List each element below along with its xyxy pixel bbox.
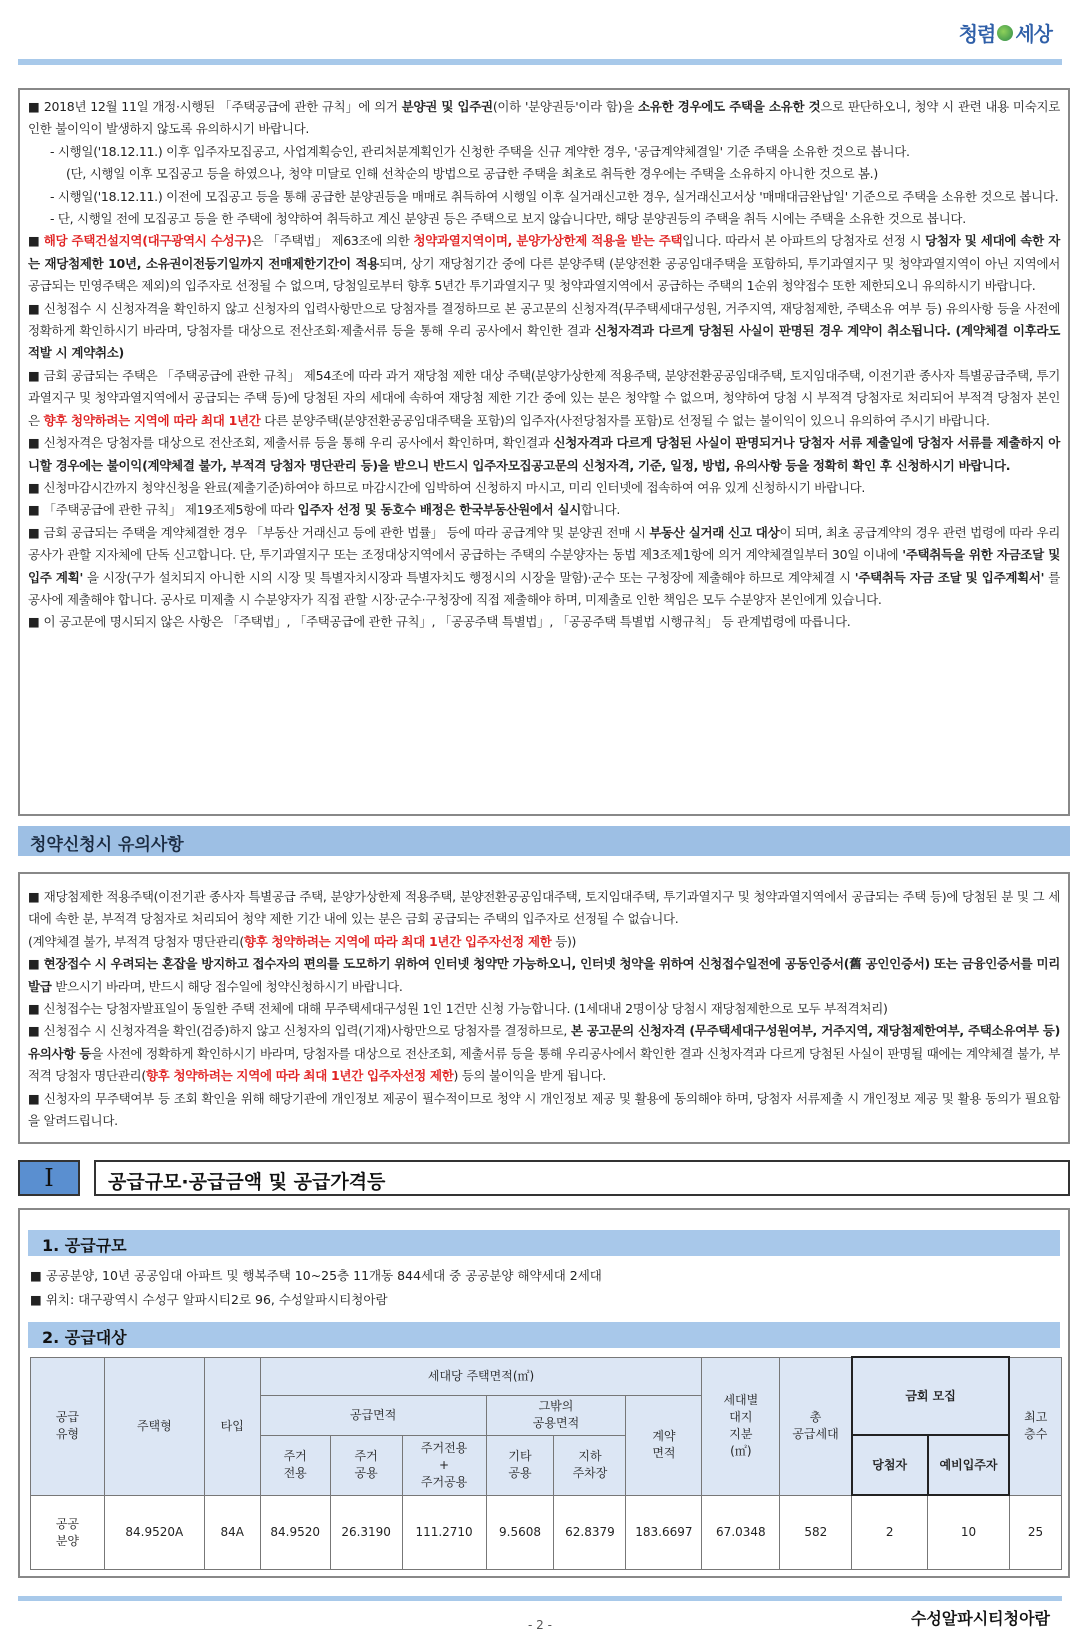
caution-item: ■ 현장접수 시 우려되는 혼잡을 방지하고 접수자의 편의를 도모하기 위하여 인터넷 청약만 가능하오니, 인터넷 청약을 위하여 신청접수일전에 공동인증서(舊 공인인증서) 또는 금융인증서를 미리 발급 받으시기 바라며, 반드시 해당 접수일에 청약신청하시기 바랍니다. xyxy=(28,953,1060,998)
caution-item: ■ 신청접수 시 신청자격을 확인(검증)하지 않고 신청자의 입력(기재)사항만으로 당첨자를 결정하므로, 본 공고문의 신청자격 (무주택세대구성원여부, 거주지역, 재당첨제한여부, 주택소유여부 등) 유의사항 등을 사전에 정확하게 확인하시기 바라며, 당첨자를 대상으로 전산조회, 제출서류 등을 통해 우리공사에서 확인한 결과 신청자격과 다르게 당첨된 사실이 판명될 때에는 계약체결 불가, 부적격 당첨자 명단관리(향후 청약하려는 지역에 따라 최대 1년간 입주자선정 제한) 등의 불이익을 받게 됩니다. xyxy=(28,1020,1060,1087)
logo xyxy=(959,18,1052,47)
logo-text: 청렴 xyxy=(958,22,996,46)
caution-box xyxy=(18,872,1070,1144)
th-supply-area: 공급면적 xyxy=(260,1395,486,1435)
notice-item: ■ 이 공고문에 명시되지 않은 사항은 「주택법」, 「주택공급에 관한 규칙」, 「공공주택 특별법」, 「공공주택 특별법 시행규칙」 등 관계법령에 따릅니다. xyxy=(28,611,1060,633)
th-sum: 주거전용 + 주거공용 xyxy=(402,1435,486,1495)
th-common: 주거 공용 xyxy=(330,1435,402,1495)
notice-subitem: - 시행일('18.12.11.) 이전에 모집공고 등을 통해 공급한 분양권등을 매매로 취득하여 시행일 이후 실거래신고한 경우, 실거래신고서상 '매매대금완납일' 기준으로 주택을 소유한 것으로 봅니다. xyxy=(50,188,1059,204)
cell-tip: 84A xyxy=(204,1495,260,1569)
cell-winners: 2 xyxy=(852,1495,928,1569)
th-parking: 지하 주차장 xyxy=(554,1435,626,1495)
page-number: - 2 - xyxy=(528,1618,552,1632)
chapter-header xyxy=(18,1160,1070,1196)
th-excl: 주거 전용 xyxy=(260,1435,330,1495)
cell-other: 9.5608 xyxy=(486,1495,554,1569)
th-total: 총 공급세대 xyxy=(780,1357,852,1495)
th-other: 기타 공용 xyxy=(486,1435,554,1495)
caution-item: ■ 신청자의 무주택여부 등 조회 확인을 위해 해당기관에 개인정보 제공이 필수적이므로 청약 시 개인정보 제공 및 활용에 동의해야 하며, 당첨자 서류제출 시 개인정보 제공 및 활용 동의가 필요함을 알려드립니다. xyxy=(28,1088,1060,1133)
top-divider xyxy=(18,59,1062,65)
bottom-divider xyxy=(18,1596,1062,1601)
th-type: 공급 유형 xyxy=(31,1357,105,1495)
subsection-title: 1. 공급규모 xyxy=(28,1230,1060,1256)
th-reserve: 예비입주자 xyxy=(928,1435,1010,1495)
section-title: 청약신청시 유의사항 xyxy=(18,826,1070,856)
cell-parking: 62.8379 xyxy=(554,1495,626,1569)
logo-text-b: 세상 xyxy=(1015,22,1052,46)
th-model: 주택형 xyxy=(104,1357,204,1495)
chapter-title: 공급규모·공급금액 및 공급가격등 xyxy=(94,1160,1070,1196)
notice-item: ■ 신청접수 시 신청자격을 확인하지 않고 신청자의 입력사항만으로 당첨자를 결정하므로 본 공고문의 신청자격(무주택세대구성원, 거주지역, 재당첨제한, 주택소유 여부 등) 유의사항 등을 사전에 정확하게 확인하시기 바라며, 당첨자를 대상으로 전산조회·제출서류 등을 통해 우리 공사에서 확인한 결과 신청자격과 다르게 당첨된 사실이 판명된 경우 계약이 취소됩니다. (계약체결 이후라도 적발 시 계약취소) xyxy=(28,298,1060,365)
table-row xyxy=(31,1495,1062,1569)
chapter-number: I xyxy=(18,1160,80,1196)
cell-sum: 111.2710 xyxy=(402,1495,486,1569)
caution-item-note: (계약체결 불가, 부적격 당첨자 명단관리(향후 청약하려는 지역에 따라 최대 1년간 입주자선정 제한 등)) xyxy=(28,933,577,949)
notice-item: ■ 「주택공급에 관한 규칙」 제19조제5항에 따라 입주자 선정 및 동호수 배정은 한국부동산원에서 실시합니다. xyxy=(28,499,1060,521)
supply-table xyxy=(30,1356,1062,1570)
footer-site-name: 수성알파시티청아람 xyxy=(910,1609,1050,1628)
notice-item: ■ 신청자격은 당첨자를 대상으로 전산조회, 제출서류 등을 통해 우리 공사에서 확인하며, 확인결과 신청자격과 다르게 당첨된 사실이 판명되거나 당첨자 서류 제출일에 당첨자 서류를 제출하지 아니할 경우에는 불이익(계약체결 불가, 부적격 당첨자 명단관리 등)을 받으니 반드시 입주자모집공고문의 신청자격, 기준, 일정, 방법, 유의사항 등을 정확히 확인 후 신청하시기 바랍니다. xyxy=(28,432,1060,477)
caution-item: ■ 재당첨제한 적용주택(이전기관 종사자 특별공급 주택, 분양가상한제 적용주택, 분양전환공공임대주택, 토지임대주택, 투기과열지구 및 청약과열지역에서 공급되는 주택 등)에 당첨된 분 및 그 세대에 속한 분, 부적격 당첨자로 처리되어 청약 제한 기간 내에 있는 분은 금회 공급되는 주택의 입주자로 선정될 수 없습니다. xyxy=(28,886,1060,931)
notice-item: ■ 신청마감시간까지 청약신청을 완료(제출기준)하여야 하므로 마감시간에 임박하여 신청하지 마시고, 미리 인터넷에 접속하여 여유 있게 신청하시기 바랍니다. xyxy=(28,477,1060,499)
cell-excl: 84.9520 xyxy=(260,1495,330,1569)
supply-location-line: ■ 위치: 대구광역시 수성구 알파시티2로 96, 수성알파시티청아람 xyxy=(30,1290,388,1308)
subsection-title: 2. 공급대상 xyxy=(28,1322,1060,1348)
cell-common: 26.3190 xyxy=(330,1495,402,1569)
cell-type: 공공 분양 xyxy=(31,1495,105,1569)
notice-subitem: - 단, 시행일 전에 모집공고 등을 한 주택에 청약하여 취득하고 계신 분양권 등은 주택으로 보지 않습니다만, 해당 분양권등의 주택을 취득 시에는 주택을 소유한 것으로 봅니다. xyxy=(50,211,966,227)
cell-floors: 25 xyxy=(1009,1495,1061,1569)
th-floors: 최고 층수 xyxy=(1009,1357,1061,1495)
cell-total: 582 xyxy=(780,1495,852,1569)
globe-icon xyxy=(997,25,1013,41)
notice-box xyxy=(18,88,1070,816)
notice-item: ■ 2018년 12월 11일 개정·시행된 「주택공급에 관한 규칙」에 의거 분양권 및 입주권(이하 '분양권등'이라 함)을 소유한 경우에도 주택을 소유한 것으로 판단하오니, 청약 시 관련 내용 미숙지로 인한 불이익이 발생하지 않도록 유의하시기 바랍니다. xyxy=(28,96,1060,141)
supply-box xyxy=(18,1208,1070,1578)
notice-subitem: (단, 시행일 이후 모집공고 등을 하였으나, 청약 미달로 인해 선착순의 방법으로 공급한 주택을 최초로 취득한 경우에는 주택을 소유하지 아니한 것으로 봄.) xyxy=(66,166,878,182)
notice-item: ■ 금회 공급되는 주택은 「주택공급에 관한 규칙」 제54조에 따라 과거 재당첨 제한 대상 주택(분양가상한제 적용주택, 분양전환공공임대주택, 토지임대주택, 이전기관 종사자 특별공급주택, 투기과열지구 및 청약과열지역에서 공급되는 주택 등)에 당첨된 자의 세대에 속하여 재당첨 제한 기간 중에 있는 분은 청약할 수 없으며, 청약하여 당첨 시 부적격 당첨자로 처리되어 부적격 당첨자 본인은 향후 청약하려는 지역에 따라 최대 1년간 다른 분양주택(분양전환공공임대주택을 포함)의 입주자(사전당첨자를 포함)로 선정될 수 없는 불이익이 있으니 유의하여 주시기 바랍니다. xyxy=(28,365,1060,432)
th-area-group: 세대당 주택면적(㎡) xyxy=(260,1357,702,1395)
notice-subitem: - 시행일('18.12.11.) 이후 입주자모집공고, 사업계획승인, 관리처분계획인가 신청한 주택을 신규 계약한 경우, '공급계약체결일' 기준 주택을 소유한 것으로 봅니다. xyxy=(50,143,910,159)
cell-reserve: 10 xyxy=(928,1495,1010,1569)
cell-contract: 183.6697 xyxy=(626,1495,702,1569)
th-contract: 계약 면적 xyxy=(626,1395,702,1495)
th-recruit: 금회 모집 xyxy=(852,1357,1010,1435)
notice-item: ■ 해당 주택건설지역(대구광역시 수성구)은 「주택법」 제63조에 의한 청약과열지역이며, 분양가상한제 적용을 받는 주택입니다. 따라서 본 아파트의 당첨자로 선정 시 당첨자 및 세대에 속한 자는 재당첨제한 10년, 소유권이전등기일까지 전매제한기간이 적용되며, 상기 재당첨기간 중에 다른 분양주택 (분양전환 공공임대주택을 포함하되, 투기과열지구 및 청약과열지역이 아닌 지역에서 공급되는 민영주택은 제외)의 입주자로 선정될 수 없으며, 당첨일로부터 향후 5년간 투기과열지구 및 청약과열지역에서 공급하는 주택의 1순위 청약접수 또한 제한되오니 유의하시기 바랍니다. xyxy=(28,230,1060,297)
cell-land: 67.0348 xyxy=(702,1495,780,1569)
th-winners: 당첨자 xyxy=(852,1435,928,1495)
th-land: 세대별 대지 지분 (㎡) xyxy=(702,1357,780,1495)
cell-model: 84.9520A xyxy=(104,1495,204,1569)
th-other-group: 그밖의 공용면적 xyxy=(486,1395,626,1435)
caution-item: ■ 신청접수는 당첨자발표일이 동일한 주택 전체에 대해 무주택세대구성원 1인 1건만 신청 가능합니다. (1세대내 2명이상 당첨시 재당첨제한으로 모두 부적격처리) xyxy=(28,998,1060,1020)
supply-scale-line: ■ 공공분양, 10년 공공임대 아파트 및 행복주택 10~25층 11개동 844세대 중 공공분양 해약세대 2세대 xyxy=(30,1266,602,1284)
notice-item: ■ 금회 공급되는 주택을 계약체결한 경우 「부동산 거래신고 등에 관한 법률」 등에 따라 공급계약 및 분양권 전매 시 부동산 실거래 신고 대상이 되며, 최초 공급계약의 경우 관련 법령에 따라 우리 공사가 관할 지자체에 단독 신고합니다. 단, 투기과열지구 또는 조정대상지역에서 공급하는 주택의 수분양자는 동법 제3조제1항에 의거 계약체결일부터 30일 이내에 '주택취득을 위한 자금조달 및 입주 계획' 을 시장(구가 설치되지 아니한 시의 시장 및 특별자치시장과 특별자치도 행정시의 시장을 말함)·군수 또는 구청장에 제출해야 하므로 계약체결 시 '주택취득 자금 조달 및 입주계획서' 를 공사에 제출해야 합니다. 공사로 미제출 시 수분양자가 직접 관할 시장·군수·구청장에 직접 제출해야 하며, 미제출로 인한 책임은 모두 수분양자 본인에게 있습니다. xyxy=(28,522,1060,612)
th-tip: 타입 xyxy=(204,1357,260,1495)
